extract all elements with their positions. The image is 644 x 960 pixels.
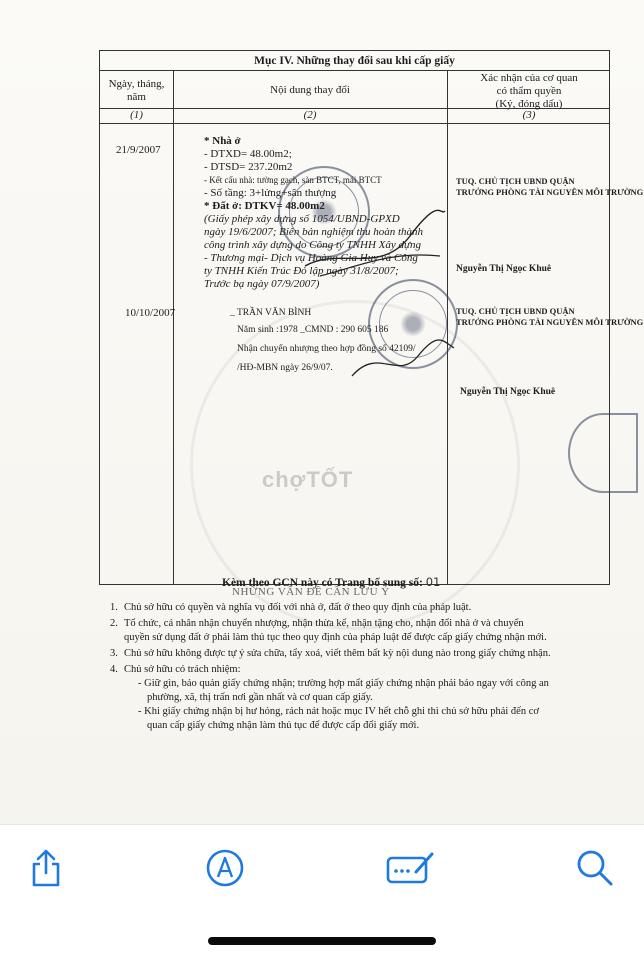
note-line: quyền sử dụng đất ở phải làm thủ tục theo quy định của pháp luật để được cấp giấy chứng nhận mới. bbox=[124, 632, 547, 643]
table-caption: Mục IV. Những thay đổi sau khi cấp giấy bbox=[100, 51, 609, 71]
header-date-line2: năm bbox=[127, 91, 146, 103]
header-confirm-line2: có thẩm quyền bbox=[496, 85, 562, 97]
markup-button[interactable] bbox=[205, 848, 245, 888]
entry-line: Trước bạ ngày 07/9/2007) bbox=[204, 278, 320, 290]
entry-line: - DTXD= 48.00m2; bbox=[204, 148, 292, 160]
subnote-line: phường, xã, thị trấn nơi gần nhất và cơ quan cấp giấy. bbox=[147, 692, 373, 703]
entry-line: - DTSD= 237.20m2 bbox=[204, 161, 293, 173]
signature-icon bbox=[386, 848, 436, 888]
header-confirm-line1: Xác nhận của cơ quan bbox=[480, 72, 578, 84]
entry-line: - Kết cấu nhà: tường gạch, sàn BTCT, mái BTCT bbox=[204, 175, 382, 185]
note-line: Tổ chức, cá nhân nhận chuyển nhượng, nhận thừa kế, nhận tặng cho, nhận đổi nhà ở và chuyển bbox=[124, 618, 524, 629]
notes-title: NHỮNG VẤN ĐỀ CẦN LƯU Ý bbox=[232, 586, 390, 598]
entry-line: công trình xây dựng do Công ty TNHH Xây dựng bbox=[204, 239, 422, 251]
note-number: 2. bbox=[110, 618, 118, 629]
entry-line: ngày 19/6/2007; Biên bản nghiệm thu hoàn thành bbox=[204, 226, 424, 238]
sign-line: TUQ. CHỦ TỊCH UBND QUẬN bbox=[456, 176, 575, 186]
header-content: Nội dung thay đổi bbox=[270, 84, 350, 96]
signature-scribble bbox=[300, 206, 450, 286]
share-button[interactable] bbox=[26, 848, 66, 888]
changes-table bbox=[99, 50, 644, 585]
note-line: Chủ sở hữu không được tự ý sửa chữa, tẩy xoá, viết thêm bất kỳ nội dung nào trong giấy chứng nhận. bbox=[124, 648, 551, 659]
note-number: 1. bbox=[110, 602, 118, 613]
markup-icon bbox=[205, 848, 245, 888]
note-line: Chủ sở hữu có trách nhiệm: bbox=[124, 664, 241, 675]
transferee-name: _ TRẦN VĂN BÌNH bbox=[230, 308, 312, 318]
row-divider bbox=[100, 123, 609, 124]
entry-line: * Đất ở: DTKV= 48.00m2 bbox=[204, 200, 325, 212]
entry-line: (Giấy phép xây dựng số 1054/UBND-GPXD bbox=[204, 213, 400, 225]
note-number: 3. bbox=[110, 648, 118, 659]
subnote-line: quan cấp giấy chứng nhận làm thủ tục để được cấp đổi giấy mới. bbox=[147, 720, 420, 731]
column-number: (1) bbox=[130, 109, 143, 121]
attachment-value: 01 bbox=[425, 575, 441, 589]
signature-block bbox=[456, 176, 643, 198]
home-indicator[interactable] bbox=[208, 937, 436, 945]
entry-line: Nhận chuyển nhượng theo hợp đồng số 42109/ bbox=[237, 344, 416, 354]
attachment-label: Kèm theo GCN này có Trang bổ sung số: bbox=[222, 577, 423, 589]
column-divider bbox=[173, 71, 174, 584]
signature-button[interactable] bbox=[386, 848, 436, 888]
search-icon bbox=[575, 848, 615, 888]
signer-name: Nguyễn Thị Ngọc Khuê bbox=[456, 264, 552, 274]
entry-line: - Thương mại- Dịch vụ Hoàng Gia Huy và Công bbox=[204, 252, 418, 264]
entry-line: ty TNHH Kiến Trúc Đỏ lập ngày 31/8/2007; bbox=[204, 265, 399, 277]
signature-block bbox=[456, 306, 643, 328]
watermark-logo: chợTỐT bbox=[262, 467, 354, 492]
signature-scribble bbox=[348, 336, 458, 386]
sign-line: TRƯỞNG PHÒNG TÀI NGUYÊN MÔI TRƯỜNG bbox=[456, 187, 644, 197]
search-button[interactable] bbox=[575, 848, 615, 888]
note-number: 4. bbox=[110, 664, 118, 675]
entry-line: Năm sinh :1978 _CMND : 290 605 186 bbox=[237, 325, 389, 335]
subnote-line: - Giữ gìn, bảo quản giấy chứng nhận; trường hợp mất giấy chứng nhận phải báo ngay với công an bbox=[138, 678, 549, 689]
entry-line: - Số tầng: 3+lửng+sân thượng bbox=[204, 187, 337, 199]
signer-name: Nguyễn Thị Ngọc Khuê bbox=[460, 387, 556, 397]
entry-line: /HĐ-MBN ngày 26/9/07. bbox=[237, 363, 333, 373]
entry-date: 21/9/2007 bbox=[116, 144, 161, 156]
header-date-line1: Ngày, tháng, bbox=[108, 78, 165, 90]
entry-line: * Nhà ở bbox=[204, 135, 241, 147]
share-icon bbox=[28, 848, 64, 888]
entry-date: 10/10/2007 bbox=[125, 307, 176, 319]
partial-stamp bbox=[568, 413, 638, 493]
note-line: Chủ sở hữu có quyền và nghĩa vụ đối với nhà ở, đất ở theo quy định của pháp luật. bbox=[124, 602, 472, 613]
sign-line: TRƯỞNG PHÒNG TÀI NGUYÊN MÔI TRƯỜNG bbox=[456, 317, 644, 327]
sign-line: TUQ. CHỦ TỊCH UBND QUẬN bbox=[456, 306, 575, 316]
column-number: (2) bbox=[303, 109, 317, 121]
column-number: (3) bbox=[522, 109, 536, 121]
header-date bbox=[100, 78, 173, 104]
header-confirm-line3: (Ký, đóng dấu) bbox=[495, 98, 563, 110]
header-confirm bbox=[447, 72, 611, 111]
subnote-line: - Khi giấy chứng nhận bị hư hỏng, rách nát hoặc mục IV hết chỗ ghi thì chủ sở hữu phải đến cơ bbox=[138, 706, 539, 717]
